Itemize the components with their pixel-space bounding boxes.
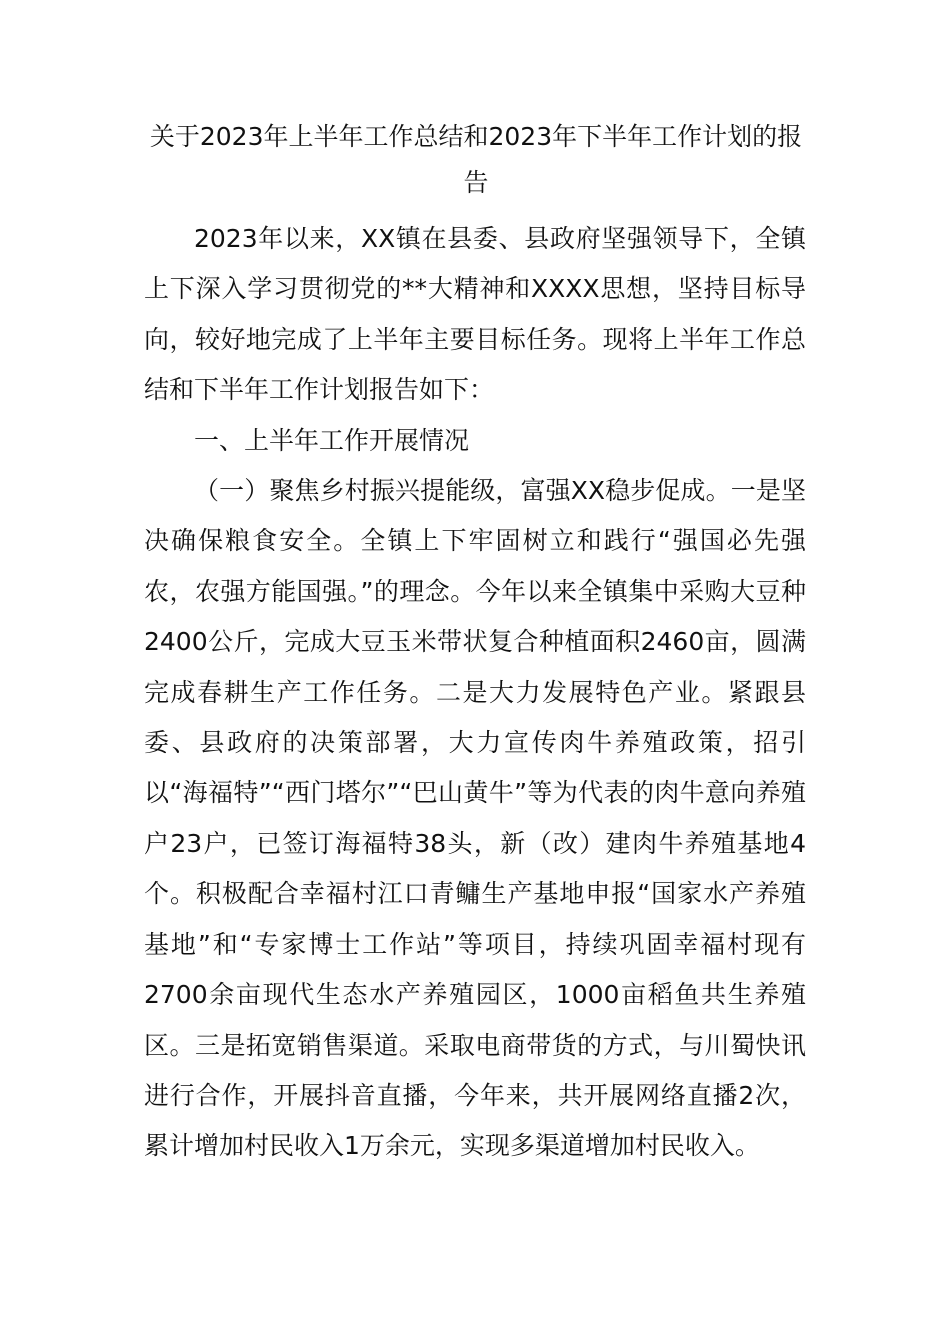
document-body bbox=[144, 214, 806, 1172]
intro-paragraph: 2023年以来，XX镇在县委、县政府坚强领导下，全镇上下深入学习贯彻党的**大精神和XXXX思想，坚持目标导向，较好地完成了上半年主要目标任务。现将上半年工作总结和下半年工作计划报告如下： bbox=[144, 224, 806, 405]
section-heading: 一、上半年工作开展情况 bbox=[194, 425, 470, 455]
document-title: 关于2023年上半年工作总结和2023年下半年工作计划的报告 bbox=[149, 122, 803, 197]
body-paragraph: （一）聚焦乡村振兴提能级，富强XX稳步促成。一是坚决确保粮食安全。全镇上下牢固树立和践行“强国必先强农，农强方能国强。”的理念。今年以来全镇集中采购大豆种2400公斤，完成大豆玉米带状复合种植面积2460亩，圆满完成春耕生产工作任务。二是大力发展特色产业。紧跟县委、县政府的决策部署，大力宣传肉牛养殖政策，招引以“海福特”“西门塔尔”“巴山黄牛”等为代表的肉牛意向养殖户23户，已签订海福特38头，新（改）建肉牛养殖基地4个。积极配合幸福村江口青鳙生产基地申报“国家水产养殖基地”和“专家博士工作站”等项目，持续巩固幸福村现有2700余亩现代生态水产养殖园区，1000亩稻鱼共生养殖区。三是拓宽销售渠道。采取电商带货的方式，与川蜀快讯进行合作，开展抖音直播，今年来，共开展网络直播2次，累计增加村民收入1万余元，实现多渠道增加村民收入。 bbox=[144, 476, 806, 1161]
